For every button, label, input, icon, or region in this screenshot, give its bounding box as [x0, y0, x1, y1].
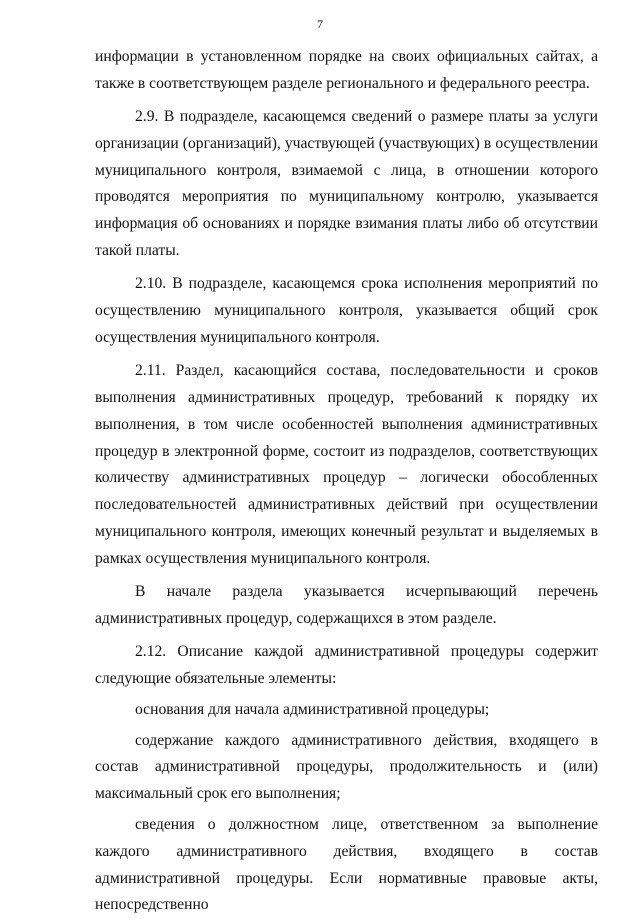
paragraph-section-start: В начале раздела указывается исчерпывающий перечень административных процедур, содержащихся в этом разделе. [95, 583, 598, 627]
paragraph-2-11: 2.11. Раздел, касающийся состава, последовательности и сроков выполнения административных процедур, требований к порядку их выполнения, в том числе особенностей выполнения административных процедур в электронной форме, состоит из подразделов, соответствующих количеству административных процедур – логически обособленных последовательностей административных действий при осуществлении муниципального контроля, имеющих конечный результат и выделяемых в рамках осуществления муниципального контроля. [95, 362, 598, 567]
list-item-grounds: основания для начала административной процедуры; [135, 700, 490, 718]
list-item-action-content: содержание каждого административного действия, входящего в состав административной процедуры, продолжительность и (или) максимальный срок его выполнения; [95, 731, 598, 803]
page-number: 7 [317, 17, 323, 31]
paragraph-continuation: информации в установленном порядке на своих официальных сайтах, а также в соответствующем разделе регионального и федерального реестра. [95, 48, 598, 92]
list-item-responsible-official: сведения о должностном лице, ответственном за выполнение каждого административного действия, входящего в состав административной процедуры. Если нормативные правовые акты, непосредственно [95, 816, 598, 914]
paragraph-2-9: 2.9. В подразделе, касающемся сведений о размере платы за услуги организации (организаций), участвующей (участвующих) в осуществлении муниципального контроля, взимаемой с лица, в отношении которого проводятся мероприятия по муниципальному контролю, указывается информация об основаниях и порядке взимания платы либо об отсутствии такой платы. [95, 108, 598, 260]
paragraph-2-12: 2.12. Описание каждой административной процедуры содержит следующие обязательные элементы: [95, 643, 598, 688]
paragraph-2-10: 2.10. В подразделе, касающемся срока исполнения мероприятий по осуществлению муниципального контроля, указывается общий срок осуществления муниципального контроля. [95, 275, 598, 346]
document-body [95, 44, 598, 919]
